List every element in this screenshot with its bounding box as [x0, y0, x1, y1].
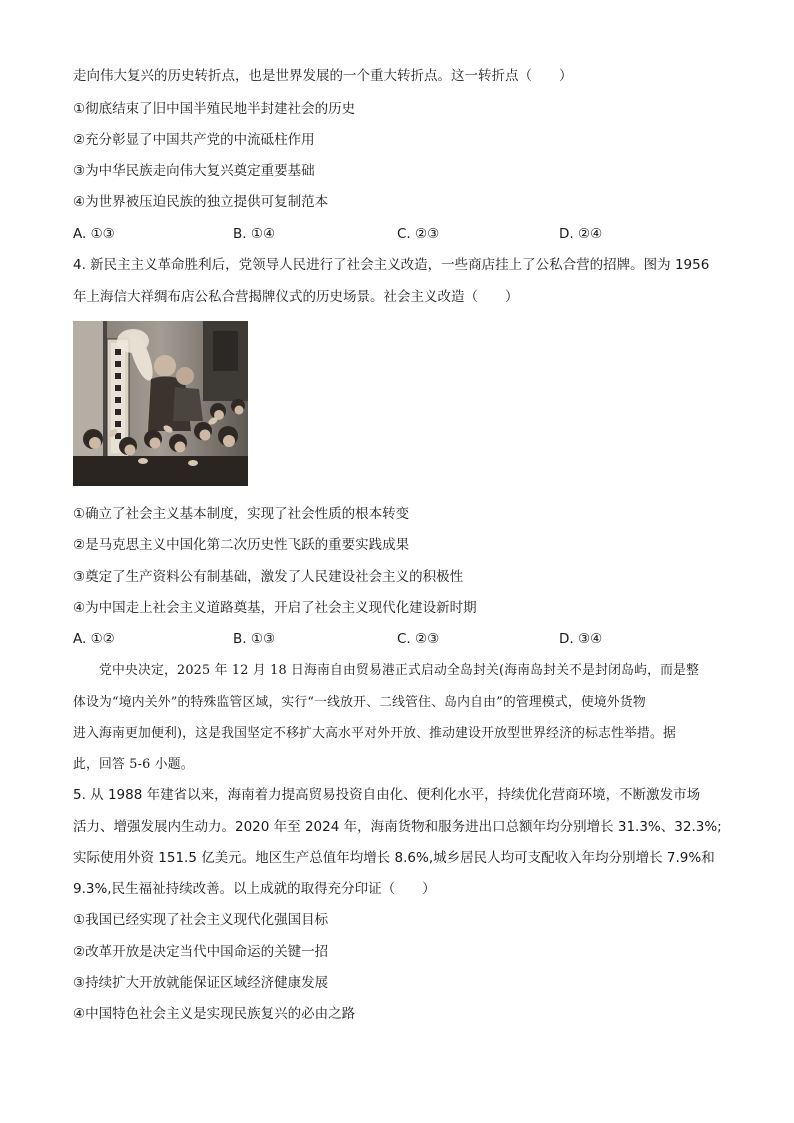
q3-item-3: ③为中华民族走向伟大复兴奠定重要基础: [73, 163, 315, 179]
q4-stem-line-2: 年上海信大祥绸布店公私合营揭牌仪式的历史场景。社会主义改造（ ）: [73, 289, 519, 305]
q4-option-c: C. ②③: [397, 631, 440, 647]
q3-options: [73, 225, 723, 243]
q4-item-4: ④为中国走上社会主义道路奠基，开启了社会主义现代化建设新时期: [73, 600, 477, 616]
q4-options: [73, 630, 723, 648]
material-line-4: 此，回答 5-6 小题。: [73, 757, 194, 772]
q4-stem-line-1: 4. 新民主主义革命胜利后，党领导人民进行了社会主义改造，一些商店挂上了公私合营的招牌。图为 1956: [73, 257, 710, 273]
q5-item-2: ②改革开放是决定当代中国命运的关键一招: [73, 944, 329, 960]
q3-option-c: C. ②③: [397, 226, 440, 242]
q3-item-2: ②充分彰显了中国共产党的中流砥柱作用: [73, 132, 315, 148]
q3-option-d: D. ②④: [559, 226, 603, 242]
q5-item-3: ③持续扩大开放就能保证区域经济健康发展: [73, 975, 329, 991]
material-line-3: 进入海南更加便利)，这是我国坚定不移扩大高水平对外开放、推动建设开放型世界经济的标志性举措。据: [73, 726, 677, 741]
q4-option-b: B. ①③: [233, 631, 276, 647]
q4-item-1: ①确立了社会主义基本制度，实现了社会性质的根本转变: [73, 506, 410, 522]
q3-item-1: ①彻底结束了旧中国半殖民地半封建社会的历史: [73, 101, 356, 117]
photo-illustration: [73, 321, 248, 486]
q5-stem-line-4: 9.3%,民生福祉持续改善。以上成就的取得充分印证（ ）: [73, 881, 436, 897]
material-line-2: 体设为“境内关外”的特殊监管区域，实行“一线放开、二线管住、岛内自由”的管理模式，使境外货物: [73, 695, 646, 710]
q5-item-1: ①我国已经实现了社会主义现代化强国目标: [73, 912, 329, 928]
q5-stem-line-2: 活力、增强发展内生动力。2020 年至 2024 年，海南货物和服务进出口总额年均分别增长 31.3%、32.3%;: [73, 819, 722, 835]
q3-option-b: B. ①④: [233, 226, 276, 242]
historical-photo: [73, 321, 248, 486]
q3-option-a: A. ①③: [73, 226, 115, 242]
q3-stem: 走向伟大复兴的历史转折点，也是世界发展的一个重大转折点。这一转折点（ ）: [73, 68, 573, 84]
q5-stem-line-3: 实际使用外资 151.5 亿美元。地区生产总值年均增长 8.6%,城乡居民人均可支配收入年均分别增长 7.9%和: [73, 850, 715, 866]
q3-item-4: ④为世界被压迫民族的独立提供可复制范本: [73, 194, 329, 210]
q4-option-d: D. ③④: [559, 631, 603, 647]
q4-item-2: ②是马克思主义中国化第二次历史性飞跃的重要实践成果: [73, 537, 410, 553]
q4-item-3: ③奠定了生产资料公有制基础，激发了人民建设社会主义的积极性: [73, 569, 464, 585]
q5-stem-line-1: 5. 从 1988 年建省以来，海南着力提高贸易投资自由化、便利化水平，持续优化营商环境，不断激发市场: [73, 787, 701, 803]
material-line-1: 党中央决定，2025 年 12 月 18 日海南自由贸易港正式启动全岛封关(海南岛封关不是封闭岛屿，而是整: [99, 663, 700, 678]
q5-item-4: ④中国特色社会主义是实现民族复兴的必由之路: [73, 1006, 356, 1022]
q4-option-a: A. ①②: [73, 631, 115, 647]
